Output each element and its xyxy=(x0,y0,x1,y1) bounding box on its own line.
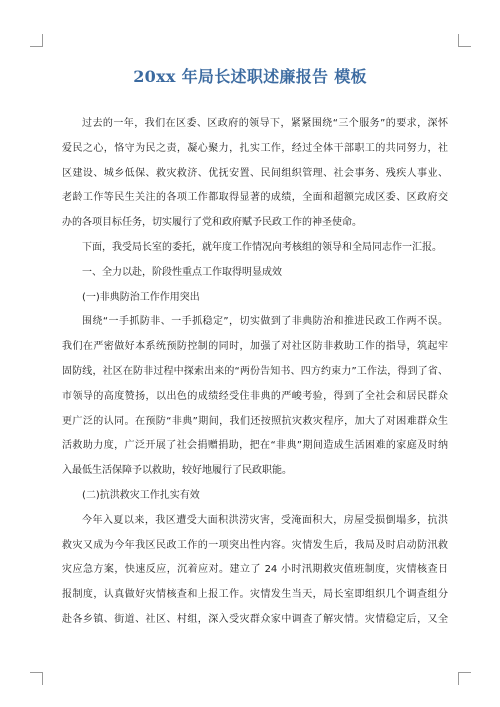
text-line: 活救助力度，广泛开展了社会捐赠捐助，把在“非典”期间造成生活困难的家庭及时纳 xyxy=(62,440,448,452)
section-heading: 一、全力以赴，阶段性重点工作取得明显成效 xyxy=(82,266,282,278)
page-corner-mark-top-right xyxy=(458,34,471,47)
text-line: 办的各项目标任务，切实履行了党和政府赋予民政工作的神圣使命。 xyxy=(62,217,362,229)
text-line: 更广泛的认同。在预防“非典”期间，我们还按照抗灾救灾程序，加大了对困难群众生 xyxy=(62,415,448,427)
text-line: 救灾又成为今年我区民政工作的一项突出性内容。灾情发生后，我局及时启动防汛救 xyxy=(62,539,448,551)
document-title: 20xx 年局长述职述廉报告 模板 xyxy=(133,67,367,86)
text-line: 赴各乡镇、街道、社区、村组，深入受灾群众家中调查了解灾情。灾情稳定后，又全 xyxy=(62,613,448,625)
page-corner-mark-top-left xyxy=(30,34,43,47)
text-line: 下面，我受局长室的委托，就年度工作情况向考核组的领导和全局同志作一汇报。 xyxy=(82,241,442,253)
text-line: 围绕“一手抓防非、一手抓稳定”，切实做到了非典防治和推进民政工作两不误。 xyxy=(82,316,448,328)
subsection-heading: (一)非典防治工作作用突出 xyxy=(82,291,200,303)
text-line: 过去的一年，我们在区委、区政府的领导下，紧紧围绕“三个服务”的要求，深怀 xyxy=(82,118,448,129)
subsection-heading: (二)抗洪救灾工作扎实有效 xyxy=(82,489,200,501)
page-corner-mark-bottom-right xyxy=(458,672,471,685)
text-line: 灾应急方案，快速反应，沉着应对。建立了 24 小时汛期救灾值班制度，灾情核查日 xyxy=(62,564,448,576)
text-line: 固防线，社区在防非过程中探索出来的“两份告知书、四方约束力”工作法，得到了省、 xyxy=(62,365,448,377)
text-line: 区建设、城乡低保、救灾救济、优抚安置、民间组织管理、社会事务、残疾人事业、 xyxy=(62,167,448,179)
page-corner-mark-bottom-left xyxy=(30,672,43,685)
text-line: 老龄工作等民生关注的各项工作都取得显著的成绩，全面和超额完成区委、区政府交 xyxy=(62,192,448,204)
text-line: 市领导的高度赞扬，以出色的成绩经受住非典的严峻考验，得到了全社会和居民群众 xyxy=(62,390,448,402)
document-body xyxy=(62,112,448,633)
text-line: 爱民之心，恪守为民之责，凝心聚力，扎实工作，经过全体干部职工的共同努力，社 xyxy=(62,142,448,154)
text-line: 我们在严密做好本系统预防控制的同时，加强了对社区防非救助工作的指导，筑起牢 xyxy=(62,341,448,353)
text-line: 报制度，认真做好灾情核查和上报工作。灾情发生当天，局长室即组织几个调查组分 xyxy=(62,589,448,601)
text-line: 入最低生活保障予以救助，较好地履行了民政职能。 xyxy=(62,465,292,477)
text-line: 今年入夏以来，我区遭受大面积洪涝灾害，受淹面积大，房屋受损倒塌多，抗洪 xyxy=(82,514,448,526)
